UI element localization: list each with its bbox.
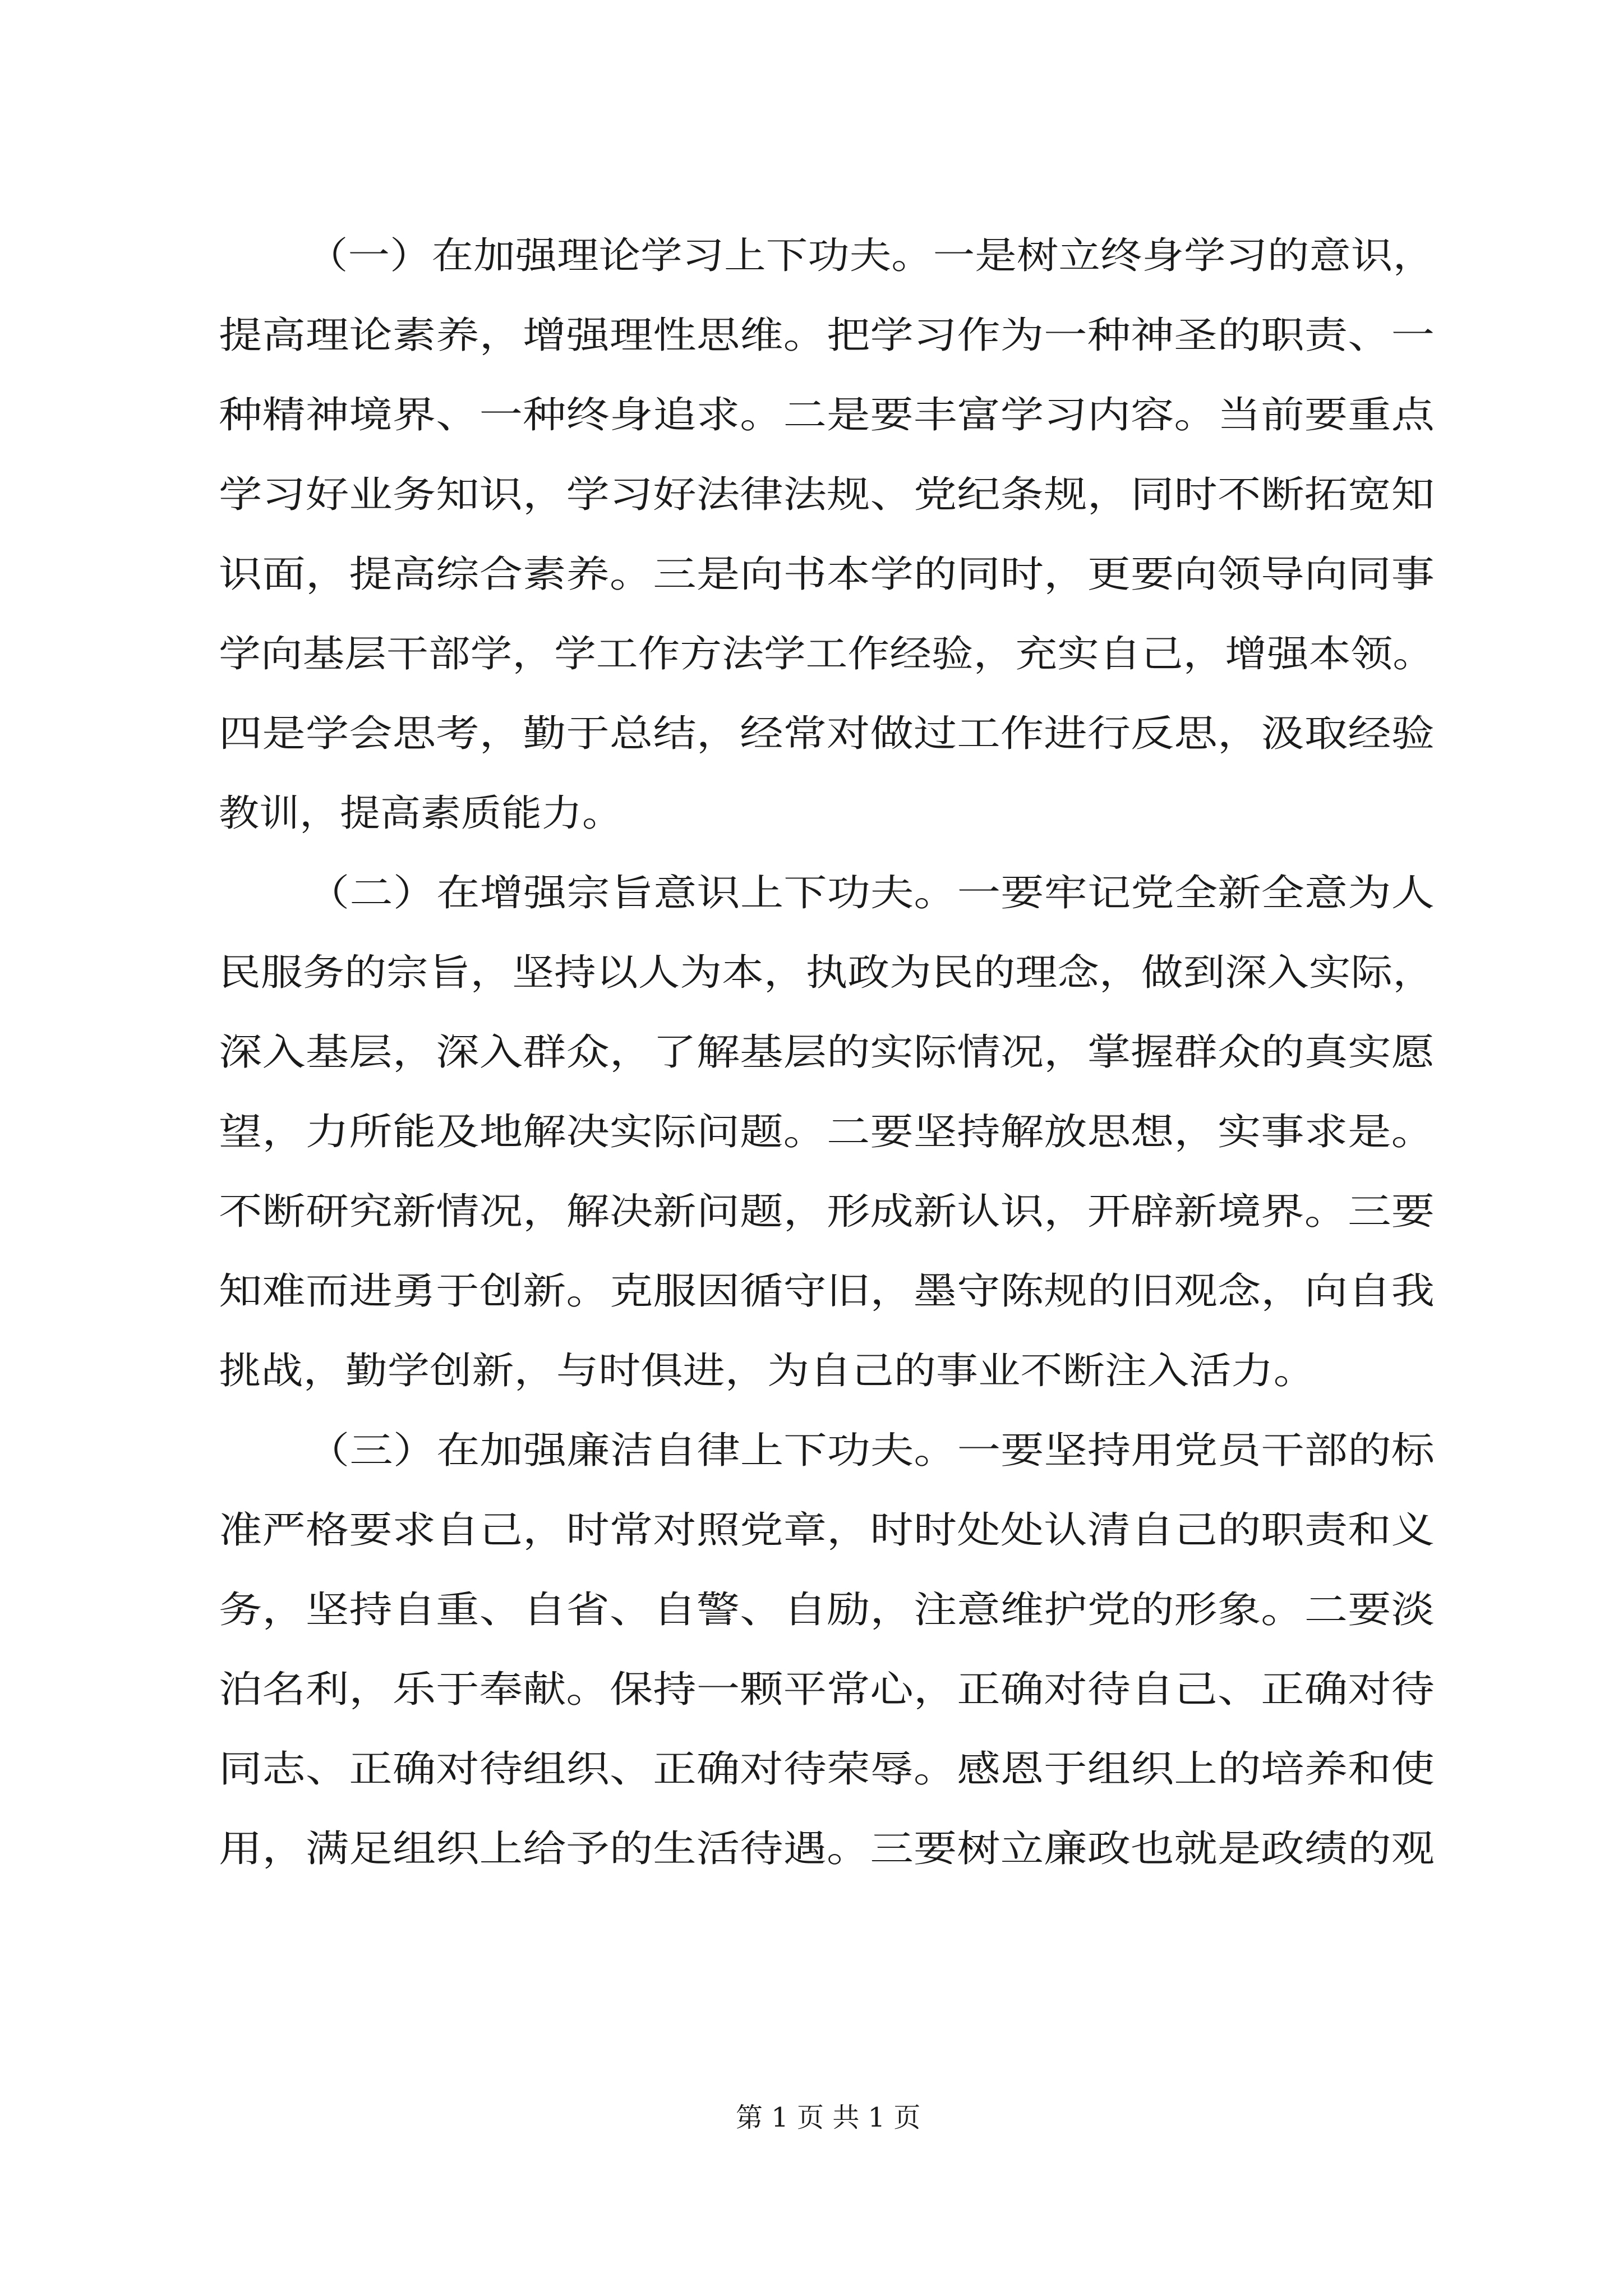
paragraph-1-line-1: （一）在加强理论学习上下功夫。一是树立终身学习的意识， <box>306 234 1435 277</box>
paragraph-2-line-2: 民服务的宗旨，坚持以人为本，执政为民的理念，做到深入实际， <box>219 951 1435 994</box>
paragraph-2-line-7: 挑战，勤学创新，与时俱进，为自己的事业不断注入活力。 <box>219 1349 1316 1392</box>
paragraph-1-line-2: 提高理论素养，增强理性思维。把学习作为一种神圣的职责、一 <box>219 314 1435 357</box>
paragraph-1-line-8: 教训，提高素质能力。 <box>219 792 623 835</box>
paragraph-1-line-5: 识面，提高综合素养。三是向书本学的同时，更要向领导向同事 <box>219 553 1435 596</box>
paragraph-2-line-1: （二）在增强宗旨意识上下功夫。一要牢记党全新全意为人 <box>306 871 1435 914</box>
paragraph-3-line-5: 同志、正确对待组织、正确对待荣辱。感恩于组织上的培养和使 <box>219 1747 1435 1791</box>
paragraph-2-line-5: 不断研究新情况，解决新问题，形成新认识，开辟新境界。三要 <box>219 1190 1435 1233</box>
paragraph-2-line-3: 深入基层，深入群众，了解基层的实际情况，掌握群众的真实愿 <box>219 1030 1435 1074</box>
paragraph-2-line-6: 知难而进勇于创新。克服因循守旧，墨守陈规的旧观念，向自我 <box>219 1269 1435 1313</box>
paragraph-3-line-4: 泊名利，乐于奉献。保持一颗平常心，正确对待自己、正确对待 <box>219 1668 1435 1711</box>
paragraph-1-line-7: 四是学会思考，勤于总结，经常对做过工作进行反思，汲取经验 <box>219 712 1435 755</box>
page-footer: 第 1 页 共 1 页 <box>736 2102 921 2133</box>
paragraph-1-line-6: 学向基层干部学，学工作方法学工作经验，充实自己，增强本领。 <box>219 632 1435 675</box>
paragraph-1-line-4: 学习好业务知识，学习好法律法规、党纪条规，同时不断拓宽知 <box>219 473 1435 516</box>
paragraph-3-line-3: 务，坚持自重、自省、自警、自励，注意维护党的形象。二要淡 <box>219 1588 1435 1631</box>
paragraph-3-line-2: 准严格要求自己，时常对照党章，时时处处认清自己的职责和义 <box>219 1508 1435 1552</box>
paragraph-3-line-6: 用，满足组织上给予的生活待遇。三要树立廉政也就是政绩的观 <box>219 1827 1435 1870</box>
paragraph-1-line-3: 种精神境界、一种终身追求。二是要丰富学习内容。当前要重点 <box>219 393 1435 436</box>
paragraph-2-line-4: 望，力所能及地解决实际问题。二要坚持解放思想，实事求是。 <box>219 1110 1435 1153</box>
paragraph-3-line-1: （三）在加强廉洁自律上下功夫。一要坚持用党员干部的标 <box>306 1429 1435 1472</box>
